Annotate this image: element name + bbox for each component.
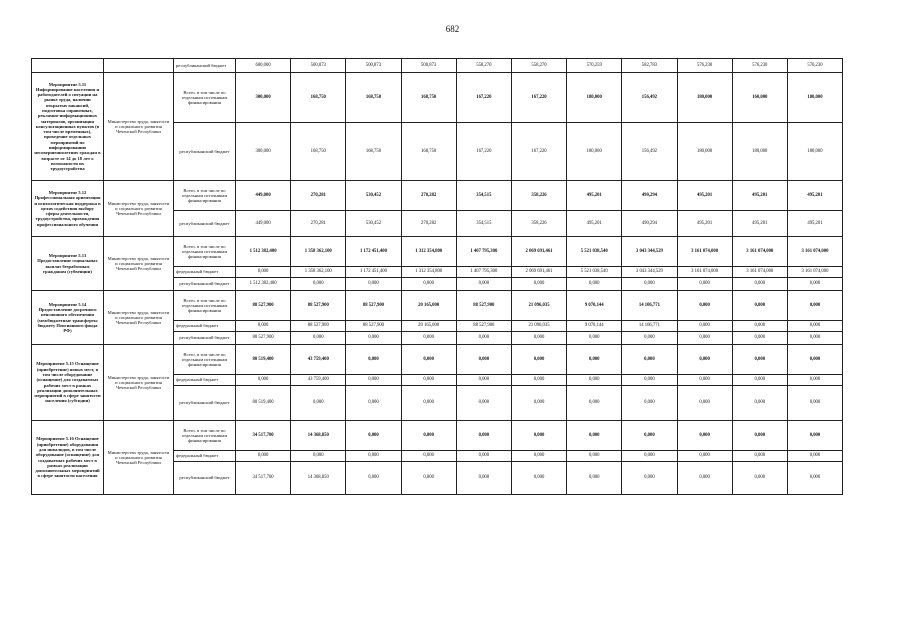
value-cell: 0,000 <box>236 375 291 386</box>
executor-cell: Министерство труда, занятости и социального развития Чеченской Республики <box>104 181 174 237</box>
value-cell: 0,000 <box>456 345 511 375</box>
value-cell: 34 517,700 <box>236 421 291 451</box>
value-cell: 1 512 382,400 <box>236 237 291 267</box>
measure-title: Мероприятие 5.13 Предоставление социальных выплат безработным гражданам (субвенции) <box>32 237 104 291</box>
value-cell: 43 759,400 <box>291 375 346 386</box>
value-cell: 0,000 <box>622 332 677 345</box>
value-cell: 88 527,900 <box>236 332 291 345</box>
value-cell: 0,000 <box>401 332 456 345</box>
measure-title: Мероприятие 5.12 Профессиональная ориентация и психологическая поддержка в целях содействия выбору сферы деятельности, трудоустройства, прохождения профессионального обучения <box>32 181 104 237</box>
value-cell: 558,270 <box>456 59 511 73</box>
value-cell: 0,000 <box>346 451 401 462</box>
value-cell: 576,230 <box>732 59 787 73</box>
value-cell: 168,750 <box>291 123 346 181</box>
value-cell: 582,783 <box>622 59 677 73</box>
value-cell: 3 043 344,529 <box>622 267 677 278</box>
value-cell: 20 165,000 <box>401 291 456 321</box>
value-cell: 0,000 <box>677 386 732 421</box>
value-cell: 43 759,400 <box>291 345 346 375</box>
value-cell: 0,000 <box>732 321 787 332</box>
value-cell: 0,000 <box>677 321 732 332</box>
value-cell: 21 096,035 <box>511 321 566 332</box>
value-cell: 0,000 <box>677 291 732 321</box>
value-cell: 0,000 <box>401 345 456 375</box>
value-cell: 495,201 <box>677 181 732 211</box>
value-cell: 0,000 <box>401 462 456 495</box>
value-cell: 0,000 <box>787 451 842 462</box>
value-cell: 168,750 <box>401 73 456 123</box>
value-cell: 156,492 <box>622 123 677 181</box>
value-cell: 167,220 <box>511 123 566 181</box>
value-cell: 0,000 <box>567 462 622 495</box>
value-cell: 5 521 038,540 <box>567 267 622 278</box>
measure-title: Мероприятие 5.11 Информирование населения и работодателей о ситуации на рынке труда, наличии открытых вакансий, подготовка справочных, рекламно-информационных материалов, организация консультационных пунктов (в том числе временных), проведение отдельных мероприятий по информированию несовершеннолетних граждан в возрасте от 14 до 18 лет о возможности их трудоустройства <box>32 73 104 181</box>
source-cell: республиканский бюджет <box>174 211 236 237</box>
source-cell: республиканский бюджет <box>174 59 236 73</box>
value-cell: 0,000 <box>346 332 401 345</box>
value-cell: 3 161 074,000 <box>787 267 842 278</box>
value-cell: 0,000 <box>291 386 346 421</box>
value-cell: 0,000 <box>456 421 511 451</box>
value-cell: 156,492 <box>622 73 677 123</box>
executor-cell: Министерство труда, занятости и социального развития Чеченской Республики <box>104 73 174 181</box>
value-cell: 3 161 074,000 <box>732 267 787 278</box>
value-cell: 180,000 <box>677 73 732 123</box>
value-cell: 0,000 <box>677 375 732 386</box>
value-cell: 88 527,900 <box>291 321 346 332</box>
value-cell: 0,000 <box>291 451 346 462</box>
value-cell: 495,201 <box>732 181 787 211</box>
value-cell: 21 096,035 <box>511 291 566 321</box>
value-cell: 0,000 <box>567 375 622 386</box>
value-cell: 80 519,400 <box>236 345 291 375</box>
table-row <box>32 181 843 211</box>
value-cell: 9 070,144 <box>567 321 622 332</box>
value-cell: 20 165,000 <box>401 321 456 332</box>
value-cell: 14 368,850 <box>291 462 346 495</box>
value-cell: 0,000 <box>511 421 566 451</box>
value-cell: 0,000 <box>401 421 456 451</box>
value-cell: 160,000 <box>732 73 787 123</box>
value-cell: 358,226 <box>511 211 566 237</box>
value-cell: 88 527,900 <box>456 291 511 321</box>
value-cell: 0,000 <box>787 375 842 386</box>
source-cell: республиканский бюджет <box>174 386 236 421</box>
source-cell: республиканский бюджет <box>174 332 236 345</box>
source-cell: федеральный бюджет <box>174 451 236 462</box>
value-cell: 300,000 <box>236 73 291 123</box>
value-cell: 1 407 795,300 <box>456 237 511 267</box>
value-cell: 2 069 691,461 <box>511 267 566 278</box>
value-cell: 449,000 <box>236 181 291 211</box>
value-cell: 0,000 <box>787 421 842 451</box>
value-cell: 1 512 382,400 <box>236 278 291 291</box>
value-cell: 0,000 <box>346 278 401 291</box>
value-cell: 0,000 <box>732 291 787 321</box>
value-cell: 5 521 038,540 <box>567 237 622 267</box>
value-cell: 0,000 <box>236 321 291 332</box>
value-cell: 0,000 <box>677 332 732 345</box>
source-cell: республиканский бюджет <box>174 462 236 495</box>
value-cell: 0,000 <box>346 462 401 495</box>
value-cell: 168,750 <box>346 73 401 123</box>
value-cell: 0,000 <box>677 462 732 495</box>
value-cell: 14 368,850 <box>291 421 346 451</box>
source-cell: республиканский бюджет <box>174 278 236 291</box>
value-cell: 0,000 <box>456 386 511 421</box>
source-cell: Всего, в том числе по отдельным источникам финансирования <box>174 73 236 123</box>
value-cell: 0,000 <box>346 421 401 451</box>
value-cell: 0,000 <box>567 386 622 421</box>
source-cell: федеральный бюджет <box>174 267 236 278</box>
value-cell: 180,000 <box>567 73 622 123</box>
value-cell: 80 519,400 <box>236 386 291 421</box>
value-cell: 0,000 <box>291 278 346 291</box>
value-cell: 495,201 <box>732 211 787 237</box>
value-cell: 0,000 <box>567 421 622 451</box>
value-cell: 88 527,900 <box>346 291 401 321</box>
value-cell: 0,000 <box>567 345 622 375</box>
value-cell: 0,000 <box>401 451 456 462</box>
value-cell: 0,000 <box>401 386 456 421</box>
measure-cell <box>32 59 104 73</box>
value-cell: 180,000 <box>787 73 842 123</box>
value-cell: 168,750 <box>291 73 346 123</box>
value-cell: 1 358 362,100 <box>291 237 346 267</box>
source-cell: республиканский бюджет <box>174 123 236 181</box>
value-cell: 0,000 <box>732 421 787 451</box>
value-cell: 0,000 <box>732 332 787 345</box>
value-cell: 449,000 <box>236 211 291 237</box>
value-cell: 0,000 <box>787 332 842 345</box>
value-cell: 495,201 <box>567 181 622 211</box>
value-cell: 3 161 074,000 <box>787 237 842 267</box>
value-cell: 88 527,900 <box>346 321 401 332</box>
value-cell: 0,000 <box>677 451 732 462</box>
value-cell: 0,000 <box>456 451 511 462</box>
value-cell: 0,000 <box>511 345 566 375</box>
value-cell: 0,000 <box>787 345 842 375</box>
value-cell: 0,000 <box>622 462 677 495</box>
table-row <box>32 73 843 123</box>
value-cell: 167,220 <box>456 123 511 181</box>
value-cell: 168,750 <box>401 123 456 181</box>
budget-table-body <box>32 59 843 495</box>
value-cell: 500,873 <box>291 59 346 73</box>
value-cell: 0,000 <box>456 462 511 495</box>
value-cell: 0,000 <box>511 386 566 421</box>
value-cell: 180,000 <box>677 123 732 181</box>
value-cell: 0,000 <box>732 462 787 495</box>
source-cell: федеральный бюджет <box>174 321 236 332</box>
value-cell: 500,873 <box>401 59 456 73</box>
value-cell: 576,230 <box>787 59 842 73</box>
value-cell: 3 161 074,000 <box>732 237 787 267</box>
value-cell: 180,000 <box>787 123 842 181</box>
value-cell: 270,282 <box>401 181 456 211</box>
value-cell: 9 070,144 <box>567 291 622 321</box>
value-cell: 0,000 <box>291 332 346 345</box>
source-cell: Всего, в том числе по отдельным источникам финансирования <box>174 237 236 267</box>
table-row <box>32 237 843 267</box>
table-row <box>32 59 843 73</box>
value-cell: 0,000 <box>511 278 566 291</box>
measure-title: Мероприятие 5.15 Оснащение (приобретение) новых мест, в том числе оборудование (оснащение) для создаваемых рабочих мест в рамках реализации дополнительных мероприятий в сфере занятости населения (субсидии) <box>32 345 104 421</box>
value-cell: 576,230 <box>677 59 732 73</box>
value-cell: 0,000 <box>732 345 787 375</box>
value-cell: 167,220 <box>456 73 511 123</box>
value-cell: 0,000 <box>236 451 291 462</box>
value-cell: 1 407 795,300 <box>456 267 511 278</box>
value-cell: 358,226 <box>511 181 566 211</box>
value-cell: 490,294 <box>622 211 677 237</box>
value-cell: 0,000 <box>677 345 732 375</box>
value-cell: 490,294 <box>622 181 677 211</box>
value-cell: 3 043 344,529 <box>622 237 677 267</box>
value-cell: 530,452 <box>346 181 401 211</box>
table-row <box>32 345 843 375</box>
value-cell: 0,000 <box>732 278 787 291</box>
value-cell: 0,000 <box>787 278 842 291</box>
value-cell: 14 106,771 <box>622 291 677 321</box>
value-cell: 0,000 <box>511 462 566 495</box>
value-cell: 0,000 <box>236 267 291 278</box>
value-cell: 0,000 <box>401 375 456 386</box>
value-cell: 0,000 <box>456 375 511 386</box>
executor-cell: Министерство труда, занятости и социального развития Чеченской Республики <box>104 421 174 495</box>
value-cell: 0,000 <box>787 386 842 421</box>
value-cell: 1 312 354,800 <box>401 237 456 267</box>
value-cell: 1 172 451,400 <box>346 237 401 267</box>
value-cell: 88 527,900 <box>291 291 346 321</box>
value-cell: 0,000 <box>787 462 842 495</box>
value-cell: 558,270 <box>511 59 566 73</box>
value-cell: 300,000 <box>236 123 291 181</box>
value-cell: 34 517,700 <box>236 462 291 495</box>
table-row <box>32 421 843 451</box>
value-cell: 500,873 <box>346 59 401 73</box>
measure-title: Мероприятие 5.16 Оснащение (приобретение) оборудования для инвалидов, в том числе оборудование (оснащение) для создаваемых рабочих мест в рамках реализации дополнительных мероприятий в сфере занятости населения <box>32 421 104 495</box>
value-cell: 354,515 <box>456 181 511 211</box>
value-cell: 495,201 <box>787 181 842 211</box>
value-cell: 14 106,771 <box>622 321 677 332</box>
source-cell: Всего, в том числе по отдельным источникам финансирования <box>174 345 236 375</box>
value-cell: 0,000 <box>401 278 456 291</box>
value-cell: 0,000 <box>456 278 511 291</box>
value-cell: 0,000 <box>511 332 566 345</box>
value-cell: 0,000 <box>622 386 677 421</box>
value-cell: 1 358 362,100 <box>291 267 346 278</box>
value-cell: 0,000 <box>567 451 622 462</box>
value-cell: 270,281 <box>291 181 346 211</box>
value-cell: 270,282 <box>401 211 456 237</box>
value-cell: 600,000 <box>236 59 291 73</box>
table-row <box>32 291 843 321</box>
value-cell: 1 172 451,400 <box>346 267 401 278</box>
value-cell: 88 527,900 <box>236 291 291 321</box>
value-cell: 0,000 <box>732 375 787 386</box>
value-cell: 0,000 <box>567 332 622 345</box>
value-cell: 570,259 <box>567 59 622 73</box>
value-cell: 167,220 <box>511 73 566 123</box>
value-cell: 495,201 <box>787 211 842 237</box>
value-cell: 0,000 <box>346 345 401 375</box>
value-cell: 180,000 <box>732 123 787 181</box>
value-cell: 495,201 <box>677 211 732 237</box>
executor-cell: Министерство труда, занятости и социального развития Чеченской Республики <box>104 291 174 345</box>
value-cell: 0,000 <box>622 451 677 462</box>
source-cell: Всего, в том числе по отдельным источникам финансирования <box>174 421 236 451</box>
value-cell: 180,000 <box>567 123 622 181</box>
value-cell: 0,000 <box>732 451 787 462</box>
value-cell: 0,000 <box>511 375 566 386</box>
value-cell: 495,201 <box>567 211 622 237</box>
executor-cell <box>104 59 174 73</box>
executor-cell: Министерство труда, занятости и социального развития Чеченской Республики <box>104 237 174 291</box>
value-cell: 354,515 <box>456 211 511 237</box>
value-cell: 0,000 <box>346 375 401 386</box>
source-cell: федеральный бюджет <box>174 375 236 386</box>
value-cell: 168,750 <box>346 123 401 181</box>
source-cell: Всего, в том числе по отдельным источникам финансирования <box>174 291 236 321</box>
measure-title: Мероприятие 5.14 Предоставление досрочного пенсионного обеспечения (межбюджетные трансферты бюджету Пенсионного фонда РФ) <box>32 291 104 345</box>
value-cell: 530,452 <box>346 211 401 237</box>
value-cell: 1 312 354,800 <box>401 267 456 278</box>
value-cell: 0,000 <box>732 386 787 421</box>
value-cell: 0,000 <box>787 291 842 321</box>
value-cell: 270,281 <box>291 211 346 237</box>
source-cell: Всего, в том числе по отдельным источникам финансирования <box>174 181 236 211</box>
value-cell: 0,000 <box>456 332 511 345</box>
value-cell: 0,000 <box>622 375 677 386</box>
budget-table <box>31 58 843 495</box>
value-cell: 0,000 <box>677 278 732 291</box>
value-cell: 0,000 <box>622 421 677 451</box>
value-cell: 0,000 <box>346 386 401 421</box>
page-number: 682 <box>445 24 460 34</box>
value-cell: 0,000 <box>511 451 566 462</box>
value-cell: 0,000 <box>622 278 677 291</box>
value-cell: 0,000 <box>677 421 732 451</box>
executor-cell: Министерство труда, занятости и социального развития Чеченской Республики <box>104 345 174 421</box>
value-cell: 2 069 691,461 <box>511 237 566 267</box>
value-cell: 0,000 <box>787 321 842 332</box>
value-cell: 3 161 074,000 <box>677 267 732 278</box>
value-cell: 0,000 <box>622 345 677 375</box>
value-cell: 88 527,900 <box>456 321 511 332</box>
value-cell: 3 161 074,000 <box>677 237 732 267</box>
value-cell: 0,000 <box>567 278 622 291</box>
